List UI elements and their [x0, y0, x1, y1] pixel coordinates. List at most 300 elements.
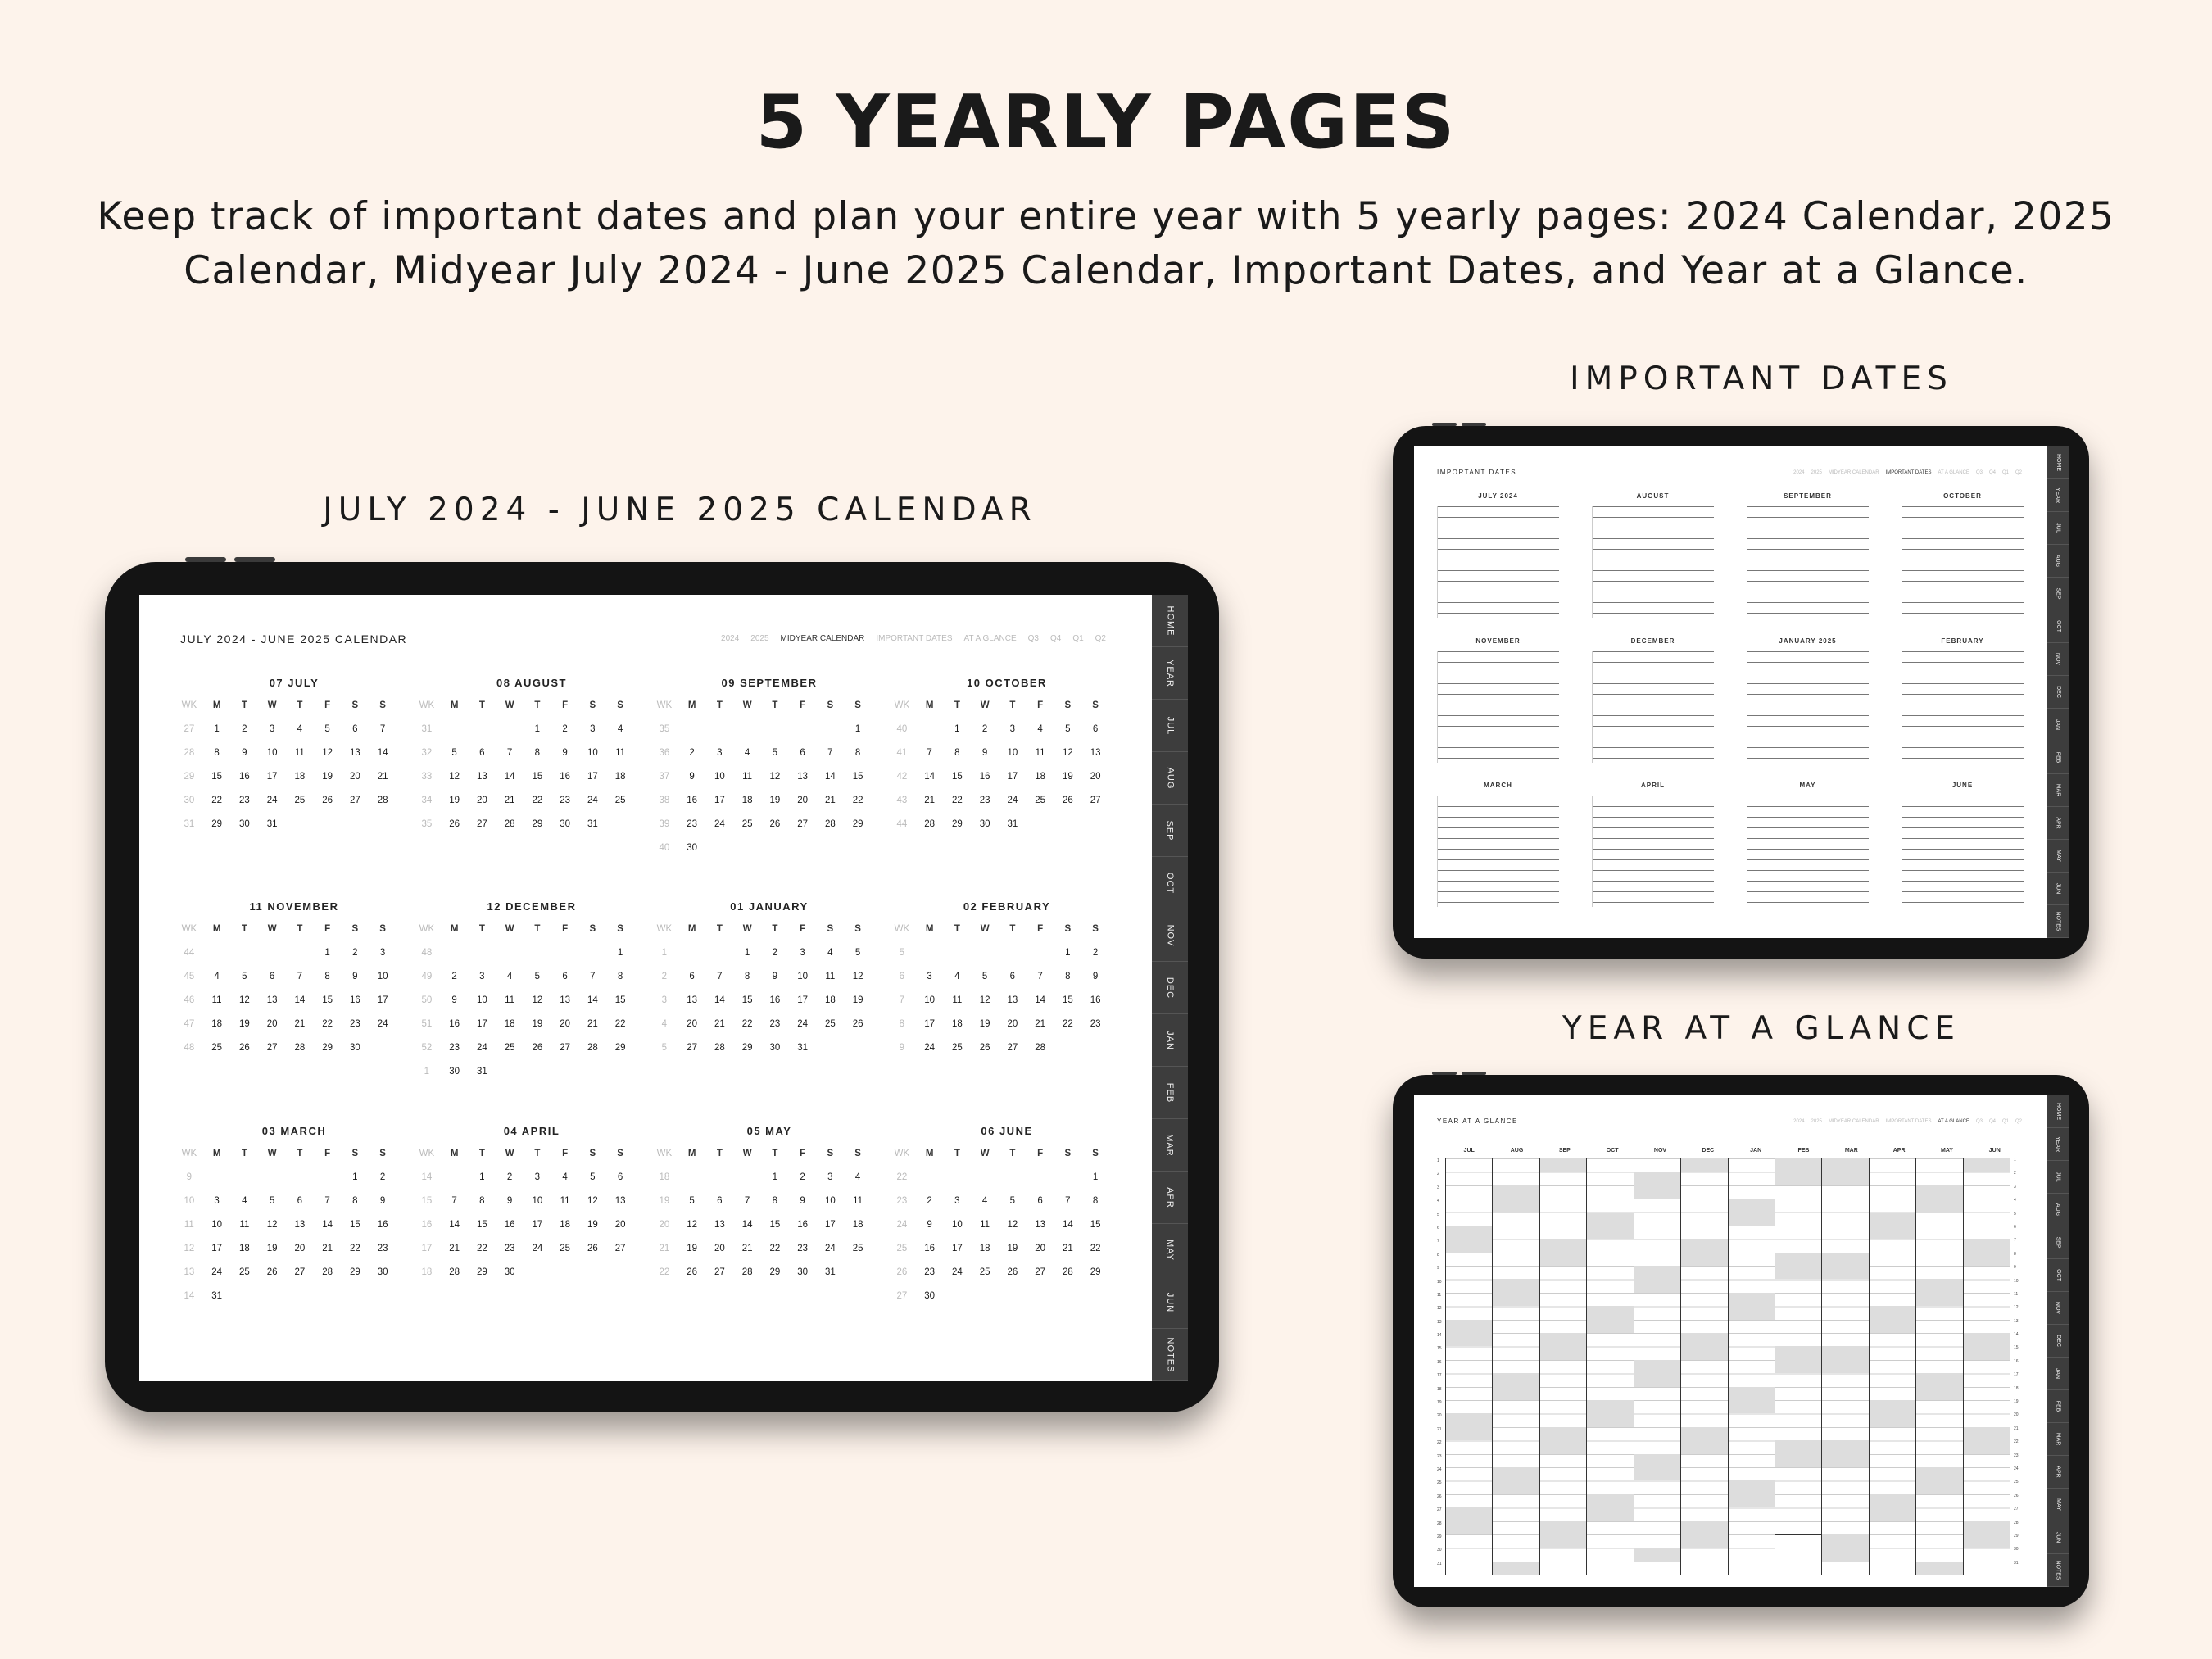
- day-cell[interactable]: 28: [1035, 1043, 1046, 1054]
- day-cell[interactable]: 2: [689, 748, 695, 758]
- day-cell[interactable]: 13: [266, 995, 278, 1006]
- day-cell[interactable]: 1: [352, 1172, 358, 1182]
- day-cell[interactable]: 4: [617, 724, 623, 734]
- day-cell[interactable]: 20: [560, 1019, 571, 1030]
- day-cell[interactable]: 31: [1007, 819, 1018, 829]
- day-cell[interactable]: 2: [927, 1195, 932, 1206]
- day-cell[interactable]: 15: [211, 772, 223, 782]
- day-cell[interactable]: 19: [687, 1243, 698, 1253]
- day-cell[interactable]: 30: [504, 1267, 515, 1277]
- day-cell[interactable]: 13: [1090, 748, 1101, 758]
- day-cell[interactable]: 26: [1062, 796, 1073, 805]
- day-cell[interactable]: 20: [714, 1243, 725, 1253]
- day-cell[interactable]: 8: [1065, 972, 1071, 982]
- day-cell[interactable]: 27: [560, 1043, 571, 1054]
- day-cell[interactable]: 11: [1035, 748, 1045, 758]
- day-cell[interactable]: 14: [504, 772, 515, 782]
- day-cell[interactable]: 28: [377, 796, 388, 805]
- day-cell[interactable]: 9: [242, 748, 247, 758]
- day-cell[interactable]: 21: [1035, 1019, 1046, 1030]
- day-cell[interactable]: 9: [562, 748, 568, 758]
- day-cell[interactable]: 6: [689, 972, 695, 982]
- day-cell[interactable]: 19: [322, 772, 333, 782]
- day-cell[interactable]: 28: [322, 1267, 333, 1277]
- day-cell[interactable]: 23: [504, 1243, 515, 1253]
- nav-item-q2[interactable]: Q2: [1095, 634, 1106, 643]
- day-cell[interactable]: 1: [479, 1172, 485, 1182]
- day-cell[interactable]: 4: [214, 972, 220, 982]
- note-lines[interactable]: [1437, 796, 1559, 907]
- day-cell[interactable]: 9: [689, 772, 695, 782]
- day-cell[interactable]: 8: [1092, 1195, 1099, 1206]
- day-cell[interactable]: 25: [614, 796, 626, 805]
- note-lines[interactable]: [1747, 506, 1869, 618]
- tab-feb[interactable]: [1152, 1067, 1188, 1119]
- day-cell[interactable]: 25: [238, 1267, 250, 1277]
- note-lines[interactable]: [1902, 651, 2024, 763]
- tab-year[interactable]: [1152, 647, 1188, 700]
- day-cell[interactable]: 14: [741, 1219, 753, 1230]
- day-cell[interactable]: 12: [1062, 748, 1073, 758]
- day-cell[interactable]: 27: [687, 1043, 698, 1054]
- day-cell[interactable]: 9: [927, 1219, 932, 1230]
- day-cell[interactable]: 6: [717, 1195, 723, 1206]
- day-cell[interactable]: 6: [617, 1172, 623, 1182]
- day-cell[interactable]: 31: [266, 819, 278, 829]
- day-cell[interactable]: 6: [1037, 1195, 1043, 1206]
- day-cell[interactable]: 12: [979, 995, 990, 1006]
- tab-oct[interactable]: [1152, 857, 1188, 909]
- tab-jun[interactable]: [2047, 873, 2069, 905]
- day-cell[interactable]: 21: [924, 796, 936, 805]
- nav-item-important-dates[interactable]: IMPORTANT DATES: [1885, 470, 1932, 475]
- day-cell[interactable]: 23: [377, 1243, 388, 1253]
- day-cell[interactable]: 30: [979, 819, 990, 829]
- day-cell[interactable]: 16: [769, 995, 781, 1006]
- day-cell[interactable]: 6: [352, 724, 358, 734]
- note-lines[interactable]: [1592, 651, 1714, 763]
- day-cell[interactable]: 4: [954, 972, 960, 982]
- day-cell[interactable]: 23: [349, 1019, 360, 1030]
- glance-month-column[interactable]: [1869, 1158, 1915, 1575]
- day-cell[interactable]: 21: [322, 1243, 333, 1253]
- day-cell[interactable]: 17: [211, 1243, 223, 1253]
- day-cell[interactable]: 25: [560, 1243, 571, 1253]
- day-cell[interactable]: 13: [614, 1195, 626, 1206]
- tab-home[interactable]: [1152, 595, 1188, 647]
- day-cell[interactable]: 12: [769, 772, 781, 782]
- day-cell[interactable]: 18: [294, 772, 306, 782]
- day-cell[interactable]: 17: [532, 1219, 543, 1230]
- day-cell[interactable]: 21: [504, 796, 515, 805]
- day-cell[interactable]: 8: [479, 1195, 485, 1206]
- note-lines[interactable]: [1592, 796, 1714, 907]
- day-cell[interactable]: 11: [825, 972, 836, 982]
- day-cell[interactable]: 17: [377, 995, 388, 1006]
- day-cell[interactable]: 14: [294, 995, 306, 1006]
- day-cell[interactable]: 3: [717, 748, 723, 758]
- day-cell[interactable]: 8: [617, 972, 623, 982]
- day-cell[interactable]: 26: [266, 1267, 278, 1277]
- day-cell[interactable]: 16: [449, 1019, 460, 1030]
- day-cell[interactable]: 27: [266, 1043, 278, 1054]
- day-cell[interactable]: 11: [239, 1219, 250, 1230]
- day-cell[interactable]: 19: [532, 1019, 543, 1030]
- day-cell[interactable]: 24: [1007, 796, 1018, 805]
- day-cell[interactable]: 21: [741, 1243, 753, 1253]
- day-cell[interactable]: 26: [979, 1043, 990, 1054]
- day-cell[interactable]: 11: [980, 1219, 990, 1230]
- glance-month-column[interactable]: [1821, 1158, 1868, 1575]
- day-cell[interactable]: 19: [449, 796, 460, 805]
- day-cell[interactable]: 29: [322, 1043, 333, 1054]
- day-cell[interactable]: 4: [1037, 724, 1043, 734]
- day-cell[interactable]: 23: [924, 1267, 936, 1277]
- day-cell[interactable]: 5: [1065, 724, 1071, 734]
- nav-item-important-dates[interactable]: IMPORTANT DATES: [876, 634, 953, 643]
- day-cell[interactable]: 3: [590, 724, 596, 734]
- day-cell[interactable]: 3: [954, 1195, 960, 1206]
- day-cell[interactable]: 12: [266, 1219, 278, 1230]
- day-cell[interactable]: 24: [797, 1019, 809, 1030]
- day-cell[interactable]: 16: [687, 796, 698, 805]
- day-cell[interactable]: 13: [714, 1219, 725, 1230]
- day-cell[interactable]: 8: [954, 748, 960, 758]
- day-cell[interactable]: 6: [800, 748, 805, 758]
- day-cell[interactable]: 2: [352, 948, 358, 959]
- nav-item-q1[interactable]: Q1: [2001, 1119, 2009, 1124]
- tab-may[interactable]: [2047, 840, 2069, 873]
- day-cell[interactable]: 24: [211, 1267, 223, 1277]
- day-cell[interactable]: 5: [269, 1195, 275, 1206]
- day-cell[interactable]: 24: [951, 1267, 963, 1277]
- day-cell[interactable]: 11: [505, 995, 515, 1006]
- day-cell[interactable]: 15: [951, 772, 963, 782]
- day-cell[interactable]: 7: [744, 1195, 750, 1206]
- day-cell[interactable]: 30: [449, 1067, 460, 1077]
- day-cell[interactable]: 7: [1037, 972, 1043, 982]
- day-cell[interactable]: 20: [1035, 1243, 1046, 1253]
- tab-may[interactable]: [1152, 1224, 1188, 1276]
- day-cell[interactable]: 21: [449, 1243, 460, 1253]
- day-cell[interactable]: 5: [854, 948, 861, 959]
- day-cell[interactable]: 17: [266, 772, 278, 782]
- day-cell[interactable]: 19: [587, 1219, 598, 1230]
- tab-oct[interactable]: [2047, 1259, 2069, 1292]
- day-cell[interactable]: 2: [506, 1172, 513, 1182]
- day-cell[interactable]: 13: [294, 1219, 306, 1230]
- day-cell[interactable]: 27: [1035, 1267, 1046, 1277]
- day-cell[interactable]: 5: [534, 972, 541, 982]
- nav-item-at-a-glance[interactable]: AT A GLANCE: [1938, 470, 1969, 475]
- day-cell[interactable]: 7: [717, 972, 723, 982]
- day-cell[interactable]: 20: [476, 796, 487, 805]
- day-cell[interactable]: 20: [349, 772, 360, 782]
- day-cell[interactable]: 21: [714, 1019, 725, 1030]
- day-cell[interactable]: 12: [322, 748, 333, 758]
- day-cell[interactable]: 16: [797, 1219, 809, 1230]
- glance-month-column[interactable]: [1539, 1158, 1586, 1575]
- day-cell[interactable]: 28: [1062, 1267, 1073, 1277]
- note-lines[interactable]: [1437, 651, 1559, 763]
- day-cell[interactable]: 10: [797, 972, 809, 982]
- day-cell[interactable]: 21: [377, 772, 388, 782]
- day-cell[interactable]: 22: [769, 1243, 781, 1253]
- day-cell[interactable]: 7: [379, 724, 386, 734]
- day-cell[interactable]: 15: [1062, 995, 1073, 1006]
- tab-jan[interactable]: [2047, 1358, 2069, 1390]
- day-cell[interactable]: 12: [687, 1219, 698, 1230]
- tab-sep[interactable]: [1152, 805, 1188, 857]
- day-cell[interactable]: 2: [981, 724, 988, 734]
- day-cell[interactable]: 28: [294, 1043, 306, 1054]
- nav-item-q3[interactable]: Q3: [1975, 1119, 1983, 1124]
- tab-aug[interactable]: [2047, 1194, 2069, 1226]
- day-cell[interactable]: 18: [951, 1019, 963, 1030]
- day-cell[interactable]: 14: [924, 772, 936, 782]
- day-cell[interactable]: 9: [800, 1195, 805, 1206]
- day-cell[interactable]: 26: [1007, 1267, 1018, 1277]
- day-cell[interactable]: 27: [1090, 796, 1101, 805]
- day-cell[interactable]: 4: [562, 1172, 568, 1182]
- day-cell[interactable]: 1: [854, 724, 861, 734]
- day-cell[interactable]: 21: [587, 1019, 598, 1030]
- day-cell[interactable]: 4: [506, 972, 513, 982]
- day-cell[interactable]: 16: [377, 1219, 388, 1230]
- day-cell[interactable]: 10: [924, 995, 936, 1006]
- day-cell[interactable]: 4: [297, 724, 303, 734]
- day-cell[interactable]: 28: [714, 1043, 725, 1054]
- day-cell[interactable]: 20: [687, 1019, 698, 1030]
- day-cell[interactable]: 14: [1062, 1219, 1073, 1230]
- day-cell[interactable]: 2: [242, 724, 247, 734]
- day-cell[interactable]: 20: [1090, 772, 1101, 782]
- day-cell[interactable]: 27: [476, 819, 487, 829]
- day-cell[interactable]: 15: [614, 995, 626, 1006]
- day-cell[interactable]: 15: [1090, 1219, 1101, 1230]
- day-cell[interactable]: 31: [476, 1067, 487, 1077]
- day-cell[interactable]: 17: [1007, 772, 1018, 782]
- day-cell[interactable]: 11: [742, 772, 753, 782]
- day-cell[interactable]: 24: [924, 1043, 936, 1054]
- day-cell[interactable]: 23: [797, 1243, 809, 1253]
- day-cell[interactable]: 1: [324, 948, 330, 959]
- day-cell[interactable]: 26: [769, 819, 781, 829]
- day-cell[interactable]: 8: [534, 748, 541, 758]
- day-cell[interactable]: 25: [824, 1019, 836, 1030]
- day-cell[interactable]: 10: [824, 1195, 836, 1206]
- nav-item-midyear-calendar[interactable]: MIDYEAR CALENDAR: [1828, 470, 1879, 475]
- day-cell[interactable]: 27: [1007, 1043, 1018, 1054]
- day-cell[interactable]: 29: [852, 819, 863, 829]
- day-cell[interactable]: 7: [324, 1195, 330, 1206]
- day-cell[interactable]: 16: [924, 1243, 936, 1253]
- day-cell[interactable]: 12: [1007, 1219, 1018, 1230]
- day-cell[interactable]: 25: [504, 1043, 515, 1054]
- nav-item-q4[interactable]: Q4: [1988, 1119, 1996, 1124]
- day-cell[interactable]: 10: [377, 972, 388, 982]
- day-cell[interactable]: 16: [504, 1219, 515, 1230]
- day-cell[interactable]: 24: [266, 796, 278, 805]
- day-cell[interactable]: 8: [214, 748, 220, 758]
- day-cell[interactable]: 17: [587, 772, 598, 782]
- tab-nov[interactable]: [1152, 909, 1188, 962]
- day-cell[interactable]: 30: [560, 819, 571, 829]
- day-cell[interactable]: 23: [238, 796, 250, 805]
- day-cell[interactable]: 9: [772, 972, 778, 982]
- tab-sep[interactable]: [2047, 578, 2069, 610]
- tab-mar[interactable]: [2047, 774, 2069, 807]
- tab-jan[interactable]: [1152, 1014, 1188, 1067]
- day-cell[interactable]: 12: [449, 772, 460, 782]
- day-cell[interactable]: 29: [532, 819, 543, 829]
- day-cell[interactable]: 10: [211, 1219, 223, 1230]
- day-cell[interactable]: 23: [979, 796, 990, 805]
- nav-item-q1[interactable]: Q1: [2001, 470, 2009, 475]
- day-cell[interactable]: 30: [924, 1290, 936, 1301]
- day-cell[interactable]: 27: [797, 819, 809, 829]
- day-cell[interactable]: 10: [951, 1219, 963, 1230]
- day-cell[interactable]: 16: [560, 772, 571, 782]
- day-cell[interactable]: 25: [741, 819, 753, 829]
- day-cell[interactable]: 26: [532, 1043, 543, 1054]
- day-cell[interactable]: 24: [377, 1019, 388, 1030]
- day-cell[interactable]: 10: [476, 995, 487, 1006]
- tab-notes[interactable]: [1152, 1329, 1188, 1381]
- day-cell[interactable]: 28: [824, 819, 836, 829]
- day-cell[interactable]: 6: [479, 748, 485, 758]
- day-cell[interactable]: 4: [744, 748, 750, 758]
- day-cell[interactable]: 31: [797, 1043, 809, 1054]
- day-cell[interactable]: 24: [714, 819, 725, 829]
- day-cell[interactable]: 29: [741, 1043, 753, 1054]
- day-cell[interactable]: 30: [349, 1043, 360, 1054]
- nav-item-2025[interactable]: 2025: [1811, 470, 1822, 475]
- day-cell[interactable]: 7: [590, 972, 596, 982]
- day-cell[interactable]: 27: [294, 1267, 306, 1277]
- day-cell[interactable]: 3: [214, 1195, 220, 1206]
- nav-item-q2[interactable]: Q2: [2015, 470, 2022, 475]
- tab-notes[interactable]: [2047, 905, 2069, 938]
- glance-month-column[interactable]: [1634, 1158, 1680, 1575]
- nav-item-2024[interactable]: 2024: [1793, 470, 1805, 475]
- note-lines[interactable]: [1592, 506, 1714, 618]
- day-cell[interactable]: 7: [1065, 1195, 1071, 1206]
- tab-year[interactable]: [2047, 1128, 2069, 1161]
- day-cell[interactable]: 6: [1009, 972, 1016, 982]
- day-cell[interactable]: 3: [800, 948, 805, 959]
- day-cell[interactable]: 15: [769, 1219, 781, 1230]
- nav-item-2025[interactable]: 2025: [1811, 1119, 1822, 1124]
- day-cell[interactable]: 30: [769, 1043, 781, 1054]
- day-cell[interactable]: 19: [1007, 1243, 1018, 1253]
- tab-jan[interactable]: [2047, 709, 2069, 741]
- note-lines[interactable]: [1902, 506, 2024, 618]
- day-cell[interactable]: 28: [587, 1043, 598, 1054]
- day-cell[interactable]: 24: [587, 796, 598, 805]
- day-cell[interactable]: 18: [238, 1243, 250, 1253]
- tab-feb[interactable]: [2047, 741, 2069, 774]
- day-cell[interactable]: 5: [590, 1172, 596, 1182]
- day-cell[interactable]: 29: [769, 1267, 781, 1277]
- glance-month-column[interactable]: [1492, 1158, 1539, 1575]
- day-cell[interactable]: 2: [1092, 948, 1099, 959]
- day-cell[interactable]: 12: [238, 995, 250, 1006]
- day-cell[interactable]: 17: [714, 796, 725, 805]
- day-cell[interactable]: 29: [349, 1267, 360, 1277]
- day-cell[interactable]: 3: [1009, 724, 1016, 734]
- day-cell[interactable]: 2: [379, 1172, 386, 1182]
- day-cell[interactable]: 4: [827, 948, 833, 959]
- nav-item-important-dates[interactable]: IMPORTANT DATES: [1885, 1119, 1932, 1124]
- day-cell[interactable]: 13: [687, 995, 698, 1006]
- day-cell[interactable]: 2: [772, 948, 778, 959]
- day-cell[interactable]: 8: [324, 972, 330, 982]
- nav-item-q1[interactable]: Q1: [1072, 634, 1084, 643]
- day-cell[interactable]: 26: [587, 1243, 598, 1253]
- day-cell[interactable]: 22: [532, 796, 543, 805]
- nav-item-2025[interactable]: 2025: [750, 634, 769, 643]
- day-cell[interactable]: 5: [1009, 1195, 1016, 1206]
- day-cell[interactable]: 24: [532, 1243, 543, 1253]
- day-cell[interactable]: 31: [824, 1267, 836, 1277]
- day-cell[interactable]: 26: [449, 819, 460, 829]
- day-cell[interactable]: 19: [852, 995, 863, 1006]
- tab-jun[interactable]: [2047, 1521, 2069, 1554]
- day-cell[interactable]: 9: [379, 1195, 386, 1206]
- tab-aug[interactable]: [1152, 752, 1188, 805]
- tab-apr[interactable]: [1152, 1172, 1188, 1224]
- tab-mar[interactable]: [1152, 1119, 1188, 1172]
- tab-oct[interactable]: [2047, 610, 2069, 643]
- day-cell[interactable]: 30: [797, 1267, 809, 1277]
- day-cell[interactable]: 28: [741, 1267, 753, 1277]
- day-cell[interactable]: 9: [1092, 972, 1099, 982]
- day-cell[interactable]: 20: [797, 796, 809, 805]
- day-cell[interactable]: 22: [322, 1019, 333, 1030]
- nav-item-2024[interactable]: 2024: [1793, 1119, 1805, 1124]
- day-cell[interactable]: 8: [352, 1195, 358, 1206]
- day-cell[interactable]: 2: [451, 972, 457, 982]
- day-cell[interactable]: 2: [562, 724, 568, 734]
- tab-apr[interactable]: [2047, 1456, 2069, 1489]
- day-cell[interactable]: 4: [242, 1195, 247, 1206]
- day-cell[interactable]: 10: [532, 1195, 543, 1206]
- day-cell[interactable]: 26: [687, 1267, 698, 1277]
- glance-month-column[interactable]: [1775, 1158, 1821, 1575]
- day-cell[interactable]: 14: [824, 772, 836, 782]
- day-cell[interactable]: 8: [744, 972, 750, 982]
- day-cell[interactable]: 1: [214, 724, 220, 734]
- day-cell[interactable]: 30: [238, 819, 250, 829]
- day-cell[interactable]: 18: [1035, 772, 1046, 782]
- day-cell[interactable]: 4: [854, 1172, 861, 1182]
- day-cell[interactable]: 16: [979, 772, 990, 782]
- tab-home[interactable]: [2047, 1095, 2069, 1128]
- glance-month-column[interactable]: [1586, 1158, 1633, 1575]
- day-cell[interactable]: 22: [741, 1019, 753, 1030]
- day-cell[interactable]: 13: [1007, 995, 1018, 1006]
- glance-month-column[interactable]: [1915, 1158, 1962, 1575]
- nav-item-q2[interactable]: Q2: [2015, 1119, 2022, 1124]
- day-cell[interactable]: 4: [981, 1195, 988, 1206]
- day-cell[interactable]: 11: [560, 1195, 570, 1206]
- day-cell[interactable]: 23: [1090, 1019, 1101, 1030]
- day-cell[interactable]: 2: [800, 1172, 805, 1182]
- tab-dec[interactable]: [1152, 962, 1188, 1014]
- tab-nov[interactable]: [2047, 1292, 2069, 1325]
- day-cell[interactable]: 1: [617, 948, 623, 959]
